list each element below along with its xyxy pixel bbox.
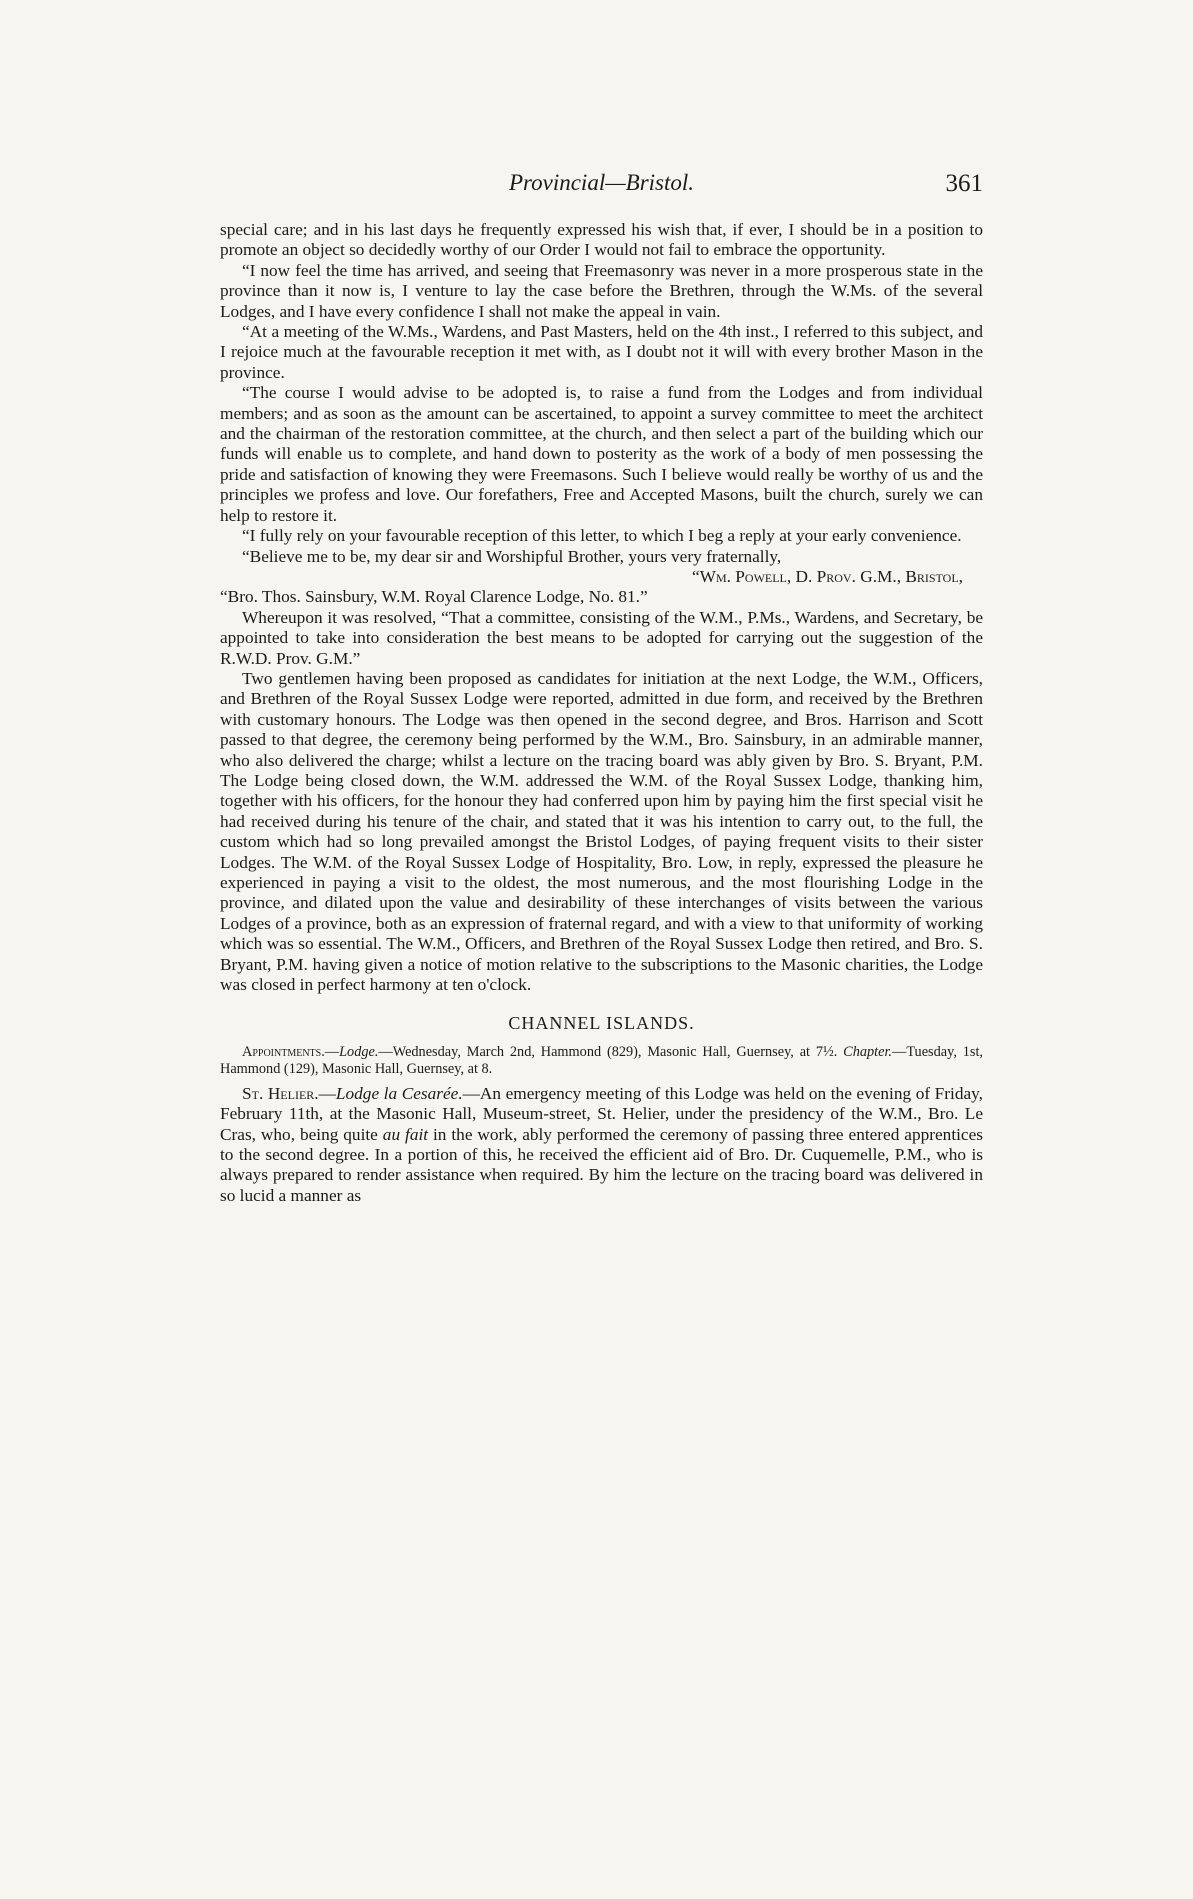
appointments-lead: Appointments. (242, 1043, 325, 1060)
running-title: Provincial—Bristol. (508, 170, 695, 195)
chapter-text: —Tuesday, 1st, Hammond (129), Masonic Hall, Guernsey, at 8. (220, 1043, 983, 1077)
chapter-label: Chapter. (843, 1043, 893, 1060)
page-header (220, 170, 983, 204)
paragraph: “Believe me to be, my dear sir and Worshipful Brother, yours very fraternally, (242, 546, 782, 566)
st-helier-text-1: —An emergency meeting of this Lodge was held on the evening of Friday, February 11th, at the Masonic Hall, Museum-street, St. Helier, under the presidency of the W.M., Bro. Le Cras, who, being quite (220, 1083, 983, 1144)
lodge-label: Lodge. (339, 1043, 379, 1060)
st-helier-paragraph: St. Helier.—Lodge la Cesarée.—An emergency meeting of this Lodge was held on the evening of Friday, February 11th, at the Masonic Hall, Museum-street, St. Helier, under the presidency of the W.M., Bro. Le Cras, who, being quite au fait in the work, ably performed the ceremony of passing three entered apprentices to the second degree. In a portion of this, he received the efficient aid of Bro. Dr. Cuquemelle, P.M., who is always prepared to render assistance when required. By him the lecture on the tracing board was delivered in so lucid a manner as (220, 1083, 983, 1205)
paragraph: Two gentlemen having been proposed as candidates for initiation at the next Lodge, the W.M., Officers, and Brethren of the Royal Sussex Lodge were reported, admitted in due form, and received by the Brethren with customary honours. The Lodge was then opened in the second degree, and Bros. Harrison and Scott passed to that degree, the ceremony being performed by the W.M., Bro. Sainsbury, in an admirable manner, who also delivered the charge; whilst a lecture on the tracing board was ably given by Bro. S. Bryant, P.M. The Lodge being closed down, the W.M. addressed the W.M. of the Royal Sussex Lodge, thanking him, together with his officers, for the honour they had conferred upon him by paying him the first special visit he had received during his tenure of the chair, and stated that it was his intention to carry out, to the full, the custom which had so long prevailed amongst the Bristol Lodges, of paying frequent visits to their sister Lodges. The W.M. of the Royal Sussex Lodge of Hospitality, Bro. Low, in reply, expressed the pleasure he experienced in paying a visit to the oldest, the most numerous, and the most flourishing Lodge in the province, and dilated upon the value and desirability of these interchanges of visits between the various Lodges of a province, both as an expression of fraternal regard, and with a view to that uniformity of working which was so essential. The W.M., Officers, and Brethren of the Royal Sussex Lodge then retired, and Bro. S. Bryant, P.M. having given a notice of motion relative to the subscriptions to the Masonic charities, the Lodge was closed in perfect harmony at ten o'clock. (220, 668, 983, 995)
signature-text: “Wm. Powell, D. Prov. G.M., Bristol, (692, 566, 963, 586)
paragraph: “I now feel the time has arrived, and seeing that Freemasonry was never in a more prosperous state in the province than it now is, I venture to lay the case before the Brethren, through the W.Ms. of the several Lodges, and I have every confidence I shall not make the appeal in vain. (220, 260, 983, 321)
st-helier-text-2: in the work, ably performed the ceremony of passing three entered apprentices to the second degree. In a portion of this, he received the efficient aid of Bro. Dr. Cuquemelle, P.M., who is always prepared to render assistance when required. By him the lecture on the tracing board was delivered in so lucid a manner as (220, 1124, 983, 1205)
paragraph: special care; and in his last days he frequently expressed his wish that, if ever, I should be in a position to promote an object so decidedly worthy of our Order I would not fail to embrace the opportunity. (220, 220, 983, 260)
letter-signature (220, 567, 983, 587)
st-helier-lead: St. Helier. (242, 1083, 319, 1103)
paragraph: “At a meeting of the W.Ms., Wardens, and Past Masters, held on the 4th inst., I referred to this subject, and I rejoice much at the favourable reception it met with, as I doubt not it will with every brother Mason in the province. (220, 322, 983, 382)
lodge-text: —Wednesday, March 2nd, Hammond (829), Masonic Hall, Guernsey, at 7½. (378, 1043, 838, 1060)
paragraph: “The course I would advise to be adopted is, to raise a fund from the Lodges and from individual members; and as soon as the amount can be ascertained, to appoint a survey committee to meet the architect and the chairman of the restoration committee, at the church, and then select a part of the building which our funds will enable us to complete, and hand down to posterity as the work of a body of men possessing the pride and satisfaction of knowing they were Freemasons. Such I believe would really be worthy of us and the principles we profess and love. Our forefathers, Free and Accepted Masons, built the church, surely we can help to restore it. (220, 383, 983, 525)
st-helier-au-fait: au fait (382, 1124, 429, 1144)
letter-addressee: “Bro. Thos. Sainsbury, W.M. Royal Clarence Lodge, No. 81.” (220, 587, 648, 607)
paragraph: “I fully rely on your favourable reception of this letter, to which I beg a reply at your early convenience. (242, 526, 962, 546)
article-body (220, 220, 983, 1206)
section-title: CHANNEL ISLANDS. (508, 1013, 695, 1034)
st-helier-lodge: Lodge la Cesarée. (335, 1083, 463, 1103)
appointments-paragraph: Appointments.—Lodge.—Wednesday, March 2nd, Hammond (829), Masonic Hall, Guernsey, at 7½. Chapter.—Tuesday, 1st, Hammond (129), Masonic Hall, Guernsey, at 8. (220, 1043, 983, 1077)
paragraph: Whereupon it was resolved, “That a committee, consisting of the W.M., P.Ms., Wardens, and Secretary, be appointed to take into consideration the best means to be adopted for carrying out the suggestion of the R.W.D. Prov. G.M.” (220, 607, 983, 668)
page-number: 361 (945, 170, 983, 197)
